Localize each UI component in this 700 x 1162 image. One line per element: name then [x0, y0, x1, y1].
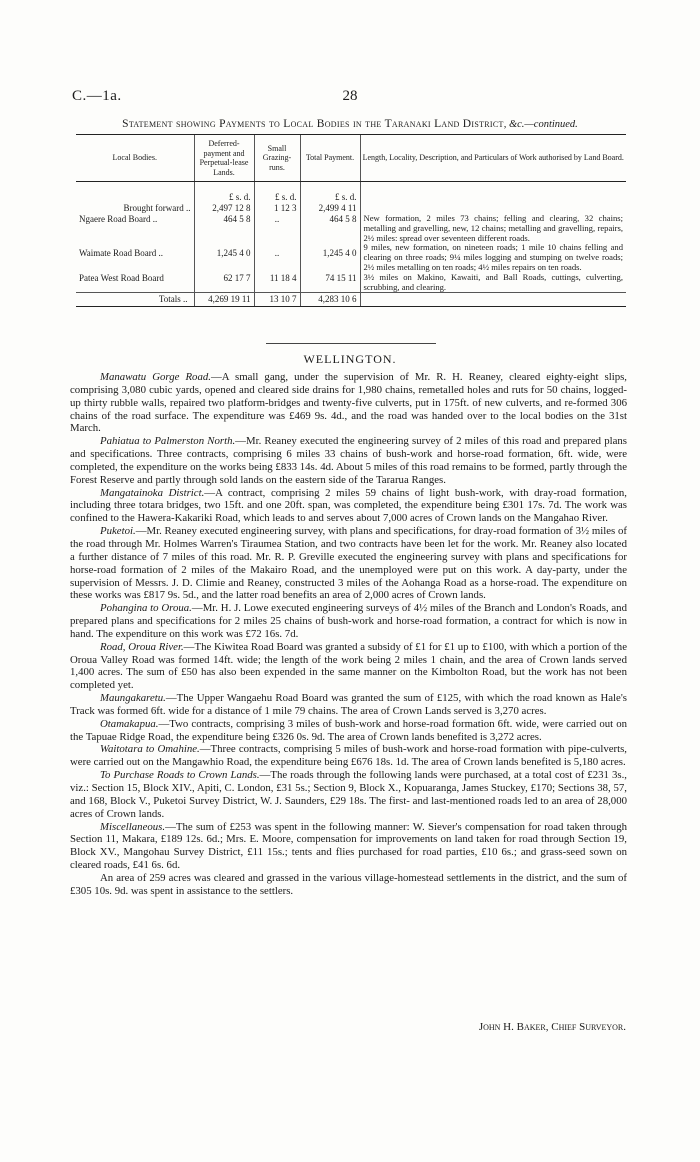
paragraph-title: Puketoi.	[100, 525, 136, 538]
section-heading: WELLINGTON.	[303, 352, 397, 366]
small-grazing-amount: ..	[254, 243, 300, 272]
paragraph-text: —The Kiwitea Road Board was granted a subsidy of £1 for £1 up to £100, with which a portion of the Oroua Valley Road was formed 14ft. wide; the length of the work being 2 miles 1 chain, and the area of Crown lands served 1,400 acres. The sum of £50 has also been expended in the same manner on the Kimbolton Road, but the work has not been completed yet.	[70, 640, 627, 692]
paragraph-title: Road, Oroua River.	[100, 640, 184, 653]
paragraph	[70, 743, 627, 769]
signature: John H. Baker, Chief Surveyor.	[478, 1021, 626, 1033]
paragraph	[70, 769, 627, 820]
deferred-amount: 1,245 4 0	[194, 243, 254, 272]
table-row	[76, 273, 626, 293]
table-row	[76, 214, 626, 243]
deferred-amount: 62 17 7	[194, 273, 254, 293]
paragraph-text: —Three contracts, comprising 5 miles of bush-work and horse-road formation with pipe-culverts, were carried out on the Mangawhio Road, the expenditure being £676 18s. 1d. The area of Crown lands benefited is 5,180 acres.	[70, 743, 628, 769]
payments-table	[76, 134, 626, 307]
document-reference: C.—1a.	[72, 88, 122, 104]
work-description: 3½ miles on Makino, Kawaiti, and Ball Roads, cuttings, culverting, scrubbing, and clearing.	[360, 273, 626, 293]
paragraph-text: —The sum of £253 was spent in the following manner: W. Siever's compensation for road taken through Section 11, Makara, £189 12s. 6d.; Mrs. E. Moore, compensation for improvements on land taken for road through Section 19, Block XV., Mangohau Survey District, £11 15s.; tents and flies purchased for road parties, £10 6s.; and grass-seed sown on cleared roads, £41 6s. 6d.	[70, 820, 627, 872]
report-body	[70, 371, 627, 898]
paragraph	[70, 641, 627, 692]
work-description: New formation, 2 miles 73 chains; felling and clearing, 32 chains; metalling and gravelling, new, 12 chains; metalling and gravelling, repairs, 2½ miles: spread over seventeen different roads.	[360, 214, 626, 243]
total-amount: 464 5 8	[300, 214, 360, 243]
paragraph	[70, 371, 627, 435]
paragraph-text: An area of 259 acres was cleared and grassed in the various village-homestead settlements in the district, and the sum of £305 10s. 9d. was spent in assistance to the settlers.	[70, 871, 627, 897]
units-row	[76, 182, 626, 204]
statement-title-start: Statement showing Payments to Local Bodies in the	[122, 118, 385, 130]
paragraph	[70, 602, 627, 641]
paragraph-title: To Purchase Roads to Crown Lands.	[100, 769, 260, 782]
paragraph	[70, 525, 627, 602]
paragraph-text: —Mr. H. J. Lowe executed engineering surveys of 4½ miles of the Branch and London's Roads, and prepared plans and specifications for 2 miles 25 chains of bush-work and horse-road formation, a contract for which is now in hand. The expenditure on this work was £72 16s. 7d.	[70, 602, 627, 640]
col-header-small-grazing: Small Grazing-runs.	[254, 135, 300, 182]
small-grazing-amount: 1 12 3	[254, 203, 300, 214]
total-amount: 2,499 4 11	[300, 203, 360, 214]
local-body-name: Patea West Road Board	[79, 272, 164, 283]
page-number: 28	[342, 88, 358, 104]
col-header-total: Total Payment.	[300, 135, 360, 182]
paragraph	[70, 487, 627, 526]
paragraph-text: —Mr. Reaney executed engineering survey, with plans and specifications, for dray-road formation of 3½ miles of the road through Mr. Holmes Warren's Tiraumea Station, and two contracts have been let for the work. Mr. Reaney also located a further distance of 7 miles of this road. Mr. R. P. Greville executed the engineering survey with plans and specifications for horse-road formation of 2 miles of the Makairo Road, and the unemployed were put on this work. A day-party, under the supervision of Messrs. J. D. Climie and Reaney, constructed 3 miles of the Aohanga Road as a horse-road. The expenditure on these works was £817 9s. 5d., and the latter road benefits an area of 2,000 acres of Crown lands.	[70, 525, 627, 602]
totals-total: 4,283 10 6	[300, 293, 360, 307]
totals-small-grazing: 13 10 7	[254, 293, 300, 307]
deferred-amount: 2,497 12 8	[194, 203, 254, 214]
table-header-row	[76, 135, 626, 182]
paragraph-title: Pahiatua to Palmerston North.	[100, 435, 236, 448]
paragraph-text: —Two contracts, comprising 3 miles of bush-work and horse-road formation 6ft. wide, were carried out on the Tapuae Ridge Road, the expenditure being £326 0s. 9d. The area of Crown lands benefited is 3,272 acres.	[70, 717, 627, 743]
work-description: 9 miles, new formation, on nineteen roads; 1 mile 10 chains felling and clearing on three roads; 9¼ miles logging and stumping on twelve roads; 2½ miles metalling on ten roads; 4½ miles repairs on ten roads.	[360, 243, 626, 272]
totals-label: Totals ..	[76, 293, 194, 307]
paragraph-title: Otamakapua.	[100, 717, 159, 730]
statement-title-district: Taranaki Land District	[384, 118, 504, 130]
paragraph-text: —A contract, comprising 2 miles 59 chains of light bush-work, with dray-road formation, including three totara bridges, two 15ft. and one 20ft. span, was completed, the expenditure being £301 17s. 7d. The work was confined to the Hawera-Kakariki Road, which leads to and serves about 7,000 acres of Crown lands on the Mangahao River.	[70, 486, 627, 525]
statement-title-continued: continued.	[533, 119, 578, 130]
paragraph	[70, 435, 627, 486]
total-amount: 74 15 11	[300, 273, 360, 293]
paragraph-title: Mangatainoka District.	[100, 486, 205, 499]
paragraph-title: Manawatu Gorge Road.	[100, 371, 211, 383]
section-divider	[266, 343, 436, 344]
small-grazing-amount: ..	[254, 214, 300, 243]
unit-label: £ s. d.	[194, 182, 254, 204]
deferred-amount: 464 5 8	[194, 214, 254, 243]
paragraph-text: —A small gang, under the supervision of Mr. R. H. Reaney, cleared eighty-eight slips, comprising 3,080 cubic yards, opened and cleared side drains for 1,980 chains, remetalled holes and ruts for 50 chains, logged-up thirty rubble walls, repaired two platform-bridges and twenty-five culverts, put in 175ft. of new culverts, and re-formed 306 chains of the road surface. The expenditure was £469 9s. 4d., and the road was handed over to the local bodies on the 31st March.	[70, 371, 627, 435]
local-body-name: Ngaere Road Board ..	[79, 214, 158, 224]
paragraph	[70, 872, 627, 898]
totals-row	[76, 293, 626, 307]
local-body-name: Brought forward ..	[123, 203, 191, 213]
paragraph	[70, 821, 627, 872]
unit-label: £ s. d.	[300, 182, 360, 204]
paragraph	[70, 692, 627, 718]
local-body-name: Waimate Road Board ..	[79, 248, 164, 259]
page-header	[0, 88, 700, 108]
total-amount: 1,245 4 0	[300, 243, 360, 272]
paragraph-text: —The Upper Wangaehu Road Board was granted the sum of £125, with which the road known as Hale's Track was formed 6ft. wide for a distance of 1 mile 79 chains. The area of Crown Lands served is 3,270 acres.	[70, 692, 627, 717]
statement-title	[72, 118, 628, 130]
totals-deferred: 4,269 19 11	[194, 293, 254, 307]
small-grazing-amount: 11 18 4	[254, 273, 300, 293]
paragraph-text: —The roads through the following lands were purchased, at a total cost of £231 3s., viz.: Section 15, Block XIV., Apiti, C. London, £31 5s.; Section 9, Block X., Kopuaranga, James Stuckey, £170; Sections 38, 57, and 168, Block V., Puketoi Survey District, W. J. Saunders, £29 18s. The first- and last-mentioned roads led to an area of 28,000 acres of Crown lands.	[70, 769, 627, 820]
col-header-description: Length, Locality, Description, and Particulars of Work authorised by Land Board.	[360, 135, 626, 182]
paragraph-text: —Mr. Reaney executed the engineering survey of 2 miles of this road and prepared plans and specifications. Three contracts, comprising 6 miles 33 chains of bush-work and horse-road formation, 6ft. wide, were completed, the expenditure on the works being £833 14s. 4d. About 5 miles of this road remains to be formed, partly through the Forest Reserve and partly through sold lands on the eastern side of the Tararua Ranges.	[70, 435, 627, 486]
paragraph	[70, 718, 627, 744]
paragraph-title: Waitotara to Omahine.	[100, 743, 200, 756]
statement-title-sep: , &c.—	[503, 119, 534, 130]
table-row	[76, 243, 626, 272]
paragraph-title: Pohangina to Oroua.	[100, 602, 192, 615]
paragraph-title: Maungakaretu.	[100, 692, 166, 705]
col-header-local-bodies: Local Bodies.	[76, 135, 194, 182]
paragraph-title: Miscellaneous.	[100, 820, 166, 833]
col-header-deferred: Deferred-payment and Perpetual-lease Lands.	[194, 135, 254, 182]
unit-label: £ s. d.	[254, 182, 300, 204]
